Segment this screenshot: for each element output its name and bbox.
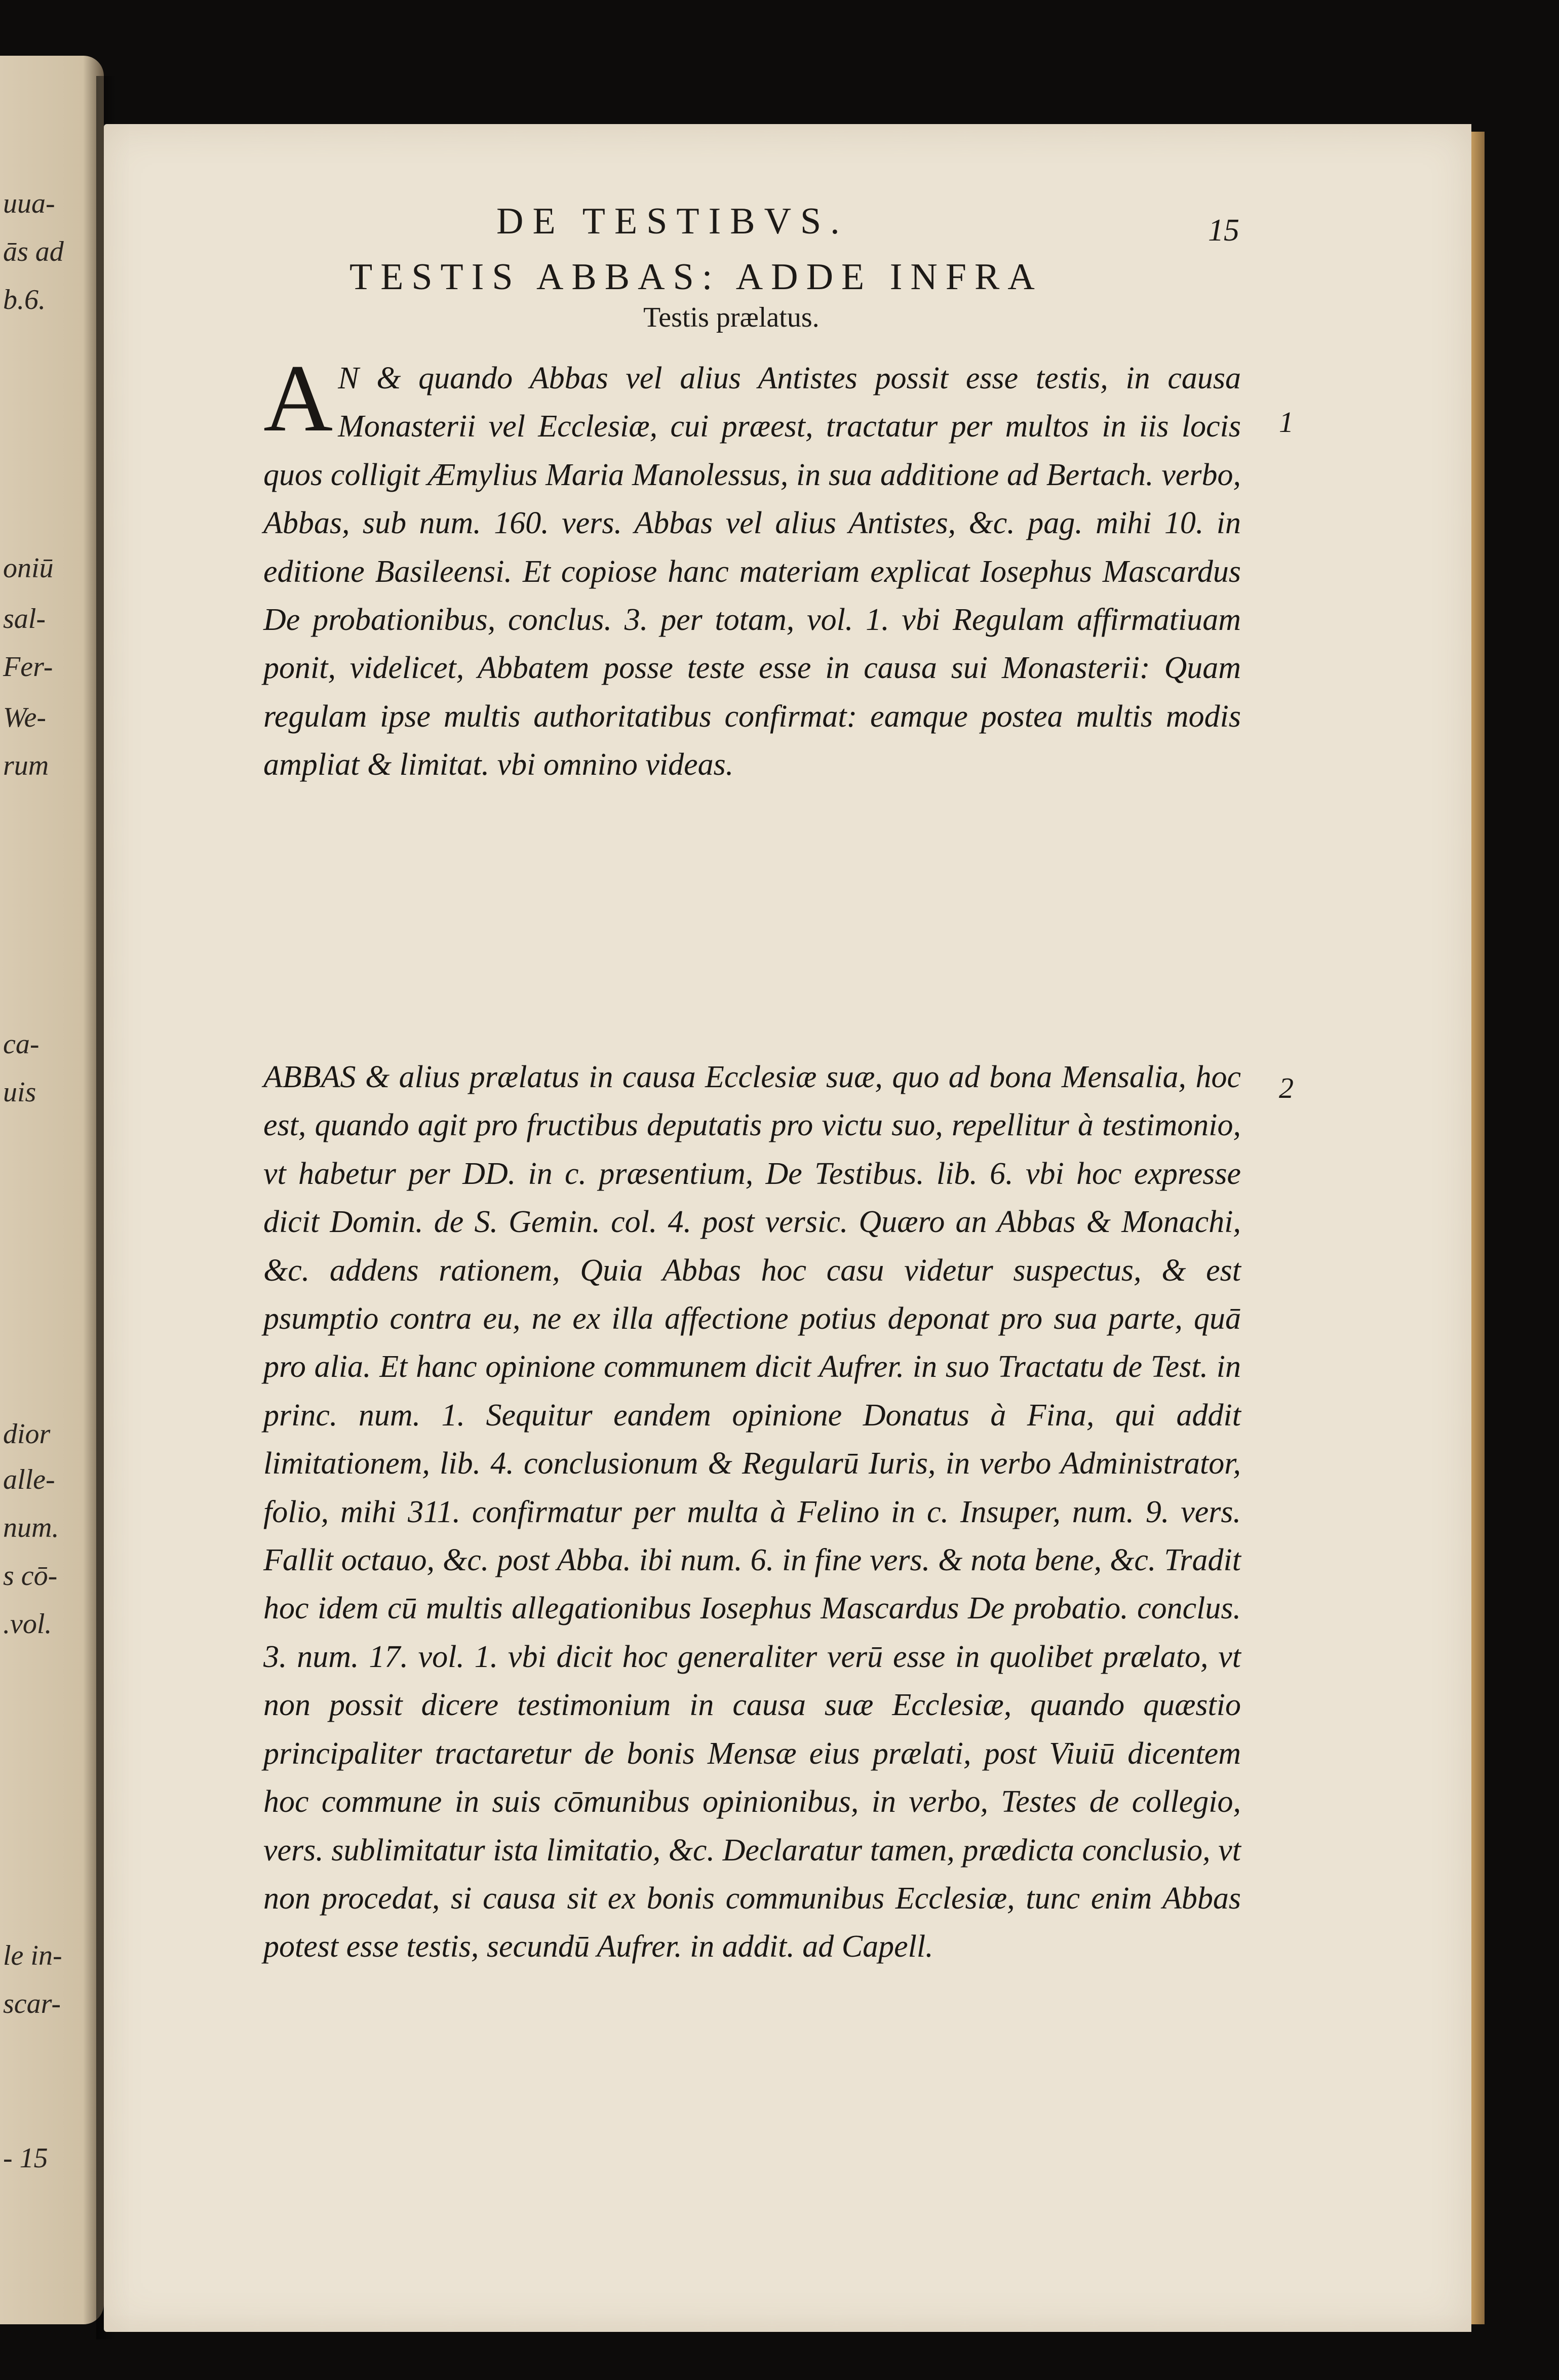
margin-number-1: 1 <box>1279 406 1294 439</box>
facing-page-fragment: b.6. <box>3 284 46 315</box>
paragraph-1 <box>263 345 1241 789</box>
paragraph-1-text: N & quando Abbas vel alius Antistes possit esse testis, in causa Monasterii vel Ecclesiæ, cui præest, tractatur per multos in iis locis quos colligit Æmylius Maria Manolessus, in sua additione ad Bertach. verbo, Abbas, sub num. 160. vers. Abbas vel alius Antistes, &c. pag. mihi 10. in editione Basileensi. Et copiose hanc materiam explicat Iosephus Mascardus De probationibus, conclus. 3. per totam, vol. 1. vbi Regulam affirmatiuam ponit, videlicet, Abbatem posse teste esse in causa sui Monasterii: Quam regulam ipse multis authoritatibus confirmat: eamque postea multis modis ampliat & limitat. vbi omnino videas. <box>263 361 1241 782</box>
page-edge <box>1471 132 1485 2324</box>
facing-page-fragment: Fer- <box>3 651 53 683</box>
facing-page-fragment: s cō- <box>3 1560 58 1592</box>
section-subtitle: Testis prælatus. <box>643 302 820 333</box>
facing-page-fragment: dior <box>3 1418 51 1450</box>
facing-page-fragment: We- <box>3 702 47 733</box>
paragraph-2 <box>263 1053 1241 1971</box>
section-title: TESTIS ABBAS: ADDE INFRA <box>349 256 1043 298</box>
drop-cap: A <box>263 345 333 452</box>
facing-page-fragment: le in- <box>3 1940 62 1971</box>
facing-page-fragment: ca- <box>3 1028 40 1060</box>
facing-page-fragment: rum <box>3 750 49 781</box>
facing-page-fragment: - 15 <box>3 2143 48 2174</box>
facing-page-fragment: oniū <box>3 552 54 584</box>
facing-page-fragment: uua- <box>3 188 55 219</box>
facing-page-fragment: sal- <box>3 603 46 634</box>
folio-number: 15 <box>1208 213 1239 248</box>
running-header: DE TESTIBVS. <box>496 201 849 242</box>
facing-page-fragment: uis <box>3 1077 36 1108</box>
paragraph-2-text: ABBAS & alius prælatus in causa Ecclesiæ suæ, quo ad bona Mensalia, hoc est, quando agit pro fructibus deputatis pro victu suo, repellitur à testimonio, vt habetur per DD. in c. præsentium, De Testibus. lib. 6. vbi hoc expresse dicit Domin. de S. Gemin. col. 4. post versic. Quæro an Abbas & Monachi, &c. addens rationem, Quia Abbas hoc casu videtur suspectus, & est psumptio contra eu, ne ex illa affectione potius deponat pro sua parte, quā pro alia. Et hanc opinione communem dicit Aufrer. in suo Tractatu de Test. in princ. num. 1. Sequitur eandem opinione Donatus à Fina, qui addit limitationem, lib. 4. conclusionum & Regularū Iuris, in verbo Administrator, folio, mihi 311. confirmatur per multa à Felino in c. Insuper, num. 9. vers. Fallit octauo, &c. post Abba. ibi num. 6. in fine vers. & nota bene, &c. Tradit hoc idem cū multis allegationibus Iosephus Mascardus De probatio. conclus. 3. num. 17. vol. 1. vbi dicit hoc generaliter verū esse in quolibet prælato, vt non possit dicere testimonium in causa suæ Ecclesiæ, quando quæstio principaliter tractaretur de bonis Mensæ eius prælati, post Viuiū dicentem hoc commune in suis cōmunibus opinionibus, in verbo, Testes de collegio, vers. sublimitatur ista limitatio, &c. Declaratur tamen, prædicta conclusio, vt non procedat, si causa sit ex bonis communibus Ecclesiæ, tunc enim Abbas potest esse testis, secundū Aufrer. in addit. ad Capell. <box>263 1060 1241 1964</box>
facing-page-fragment: .vol. <box>3 1608 52 1640</box>
margin-number-2: 2 <box>1279 1072 1294 1104</box>
facing-page-fragment: scar- <box>3 1988 61 2019</box>
facing-page <box>0 56 104 2324</box>
facing-page-fragment: alle- <box>3 1464 55 1495</box>
facing-page-fragment: ās ad <box>3 236 64 267</box>
facing-page-fragment: num. <box>3 1512 59 1543</box>
